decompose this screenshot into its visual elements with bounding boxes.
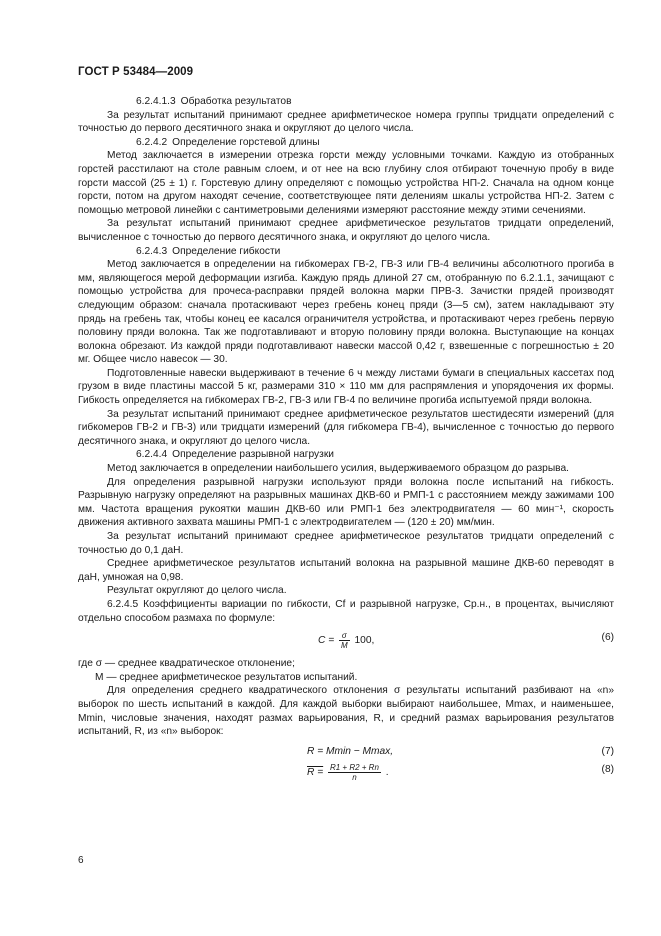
paragraph	[78, 598, 614, 625]
formula-8	[78, 763, 614, 785]
formula-number: (7)	[601, 745, 614, 757]
fraction-numerator: σ	[339, 631, 350, 641]
page-header: ГОСТ Р 53484—2009	[78, 66, 194, 78]
paragraph: Метод заключается в определении наибольшего усилия, выдерживаемого образцом до разрыва.	[107, 463, 569, 475]
paragraph: За результат испытаний принимают среднее арифметическое номера группы тридцати определений с точностью до первого десятичного знака и округляют до целого числа.	[78, 109, 614, 135]
paragraph: Результат округляют до целого числа.	[107, 585, 287, 597]
formula-fraction	[328, 763, 381, 782]
section-number: 6.2.4.4	[136, 449, 168, 461]
formula-expression: R = Mmin − Mmax,	[307, 745, 394, 757]
section-title: Определение горстевой длины	[172, 136, 320, 148]
formula-6	[78, 631, 614, 651]
section-number: 6.2.4.3	[136, 245, 168, 257]
formula-rhs: 100,	[354, 635, 375, 647]
paragraph: За результат испытаний принимают среднее арифметическое результатов тридцати определений, вычисленное с точностью до первого десятичного знака, и округляют до целого числа.	[78, 218, 614, 243]
section-heading	[78, 245, 614, 259]
section-heading	[78, 95, 614, 109]
formula-number: (8)	[601, 763, 614, 775]
paragraph: Подготовленные навески выдерживают в течение 6 ч между листами бумаги в специальных кассетах под грузом в виде пластины массой 5 кг, размерами 310 × 110 мм для распрямления и упорядочения их формы. Гибкость определяется на гибкомерах ГВ-2, ГВ-3 или ГВ-4 по величине прогиба испытуемой пряди волокна.	[78, 367, 614, 407]
paragraph-text: Коэффициенты вариации по гибкости, Cf и разрывной нагрузке, Cр.н., в процентах, вычисляют отдельно способом размаха по формуле:	[78, 598, 614, 624]
formula-expression	[307, 763, 389, 782]
formula-number: (6)	[601, 632, 614, 644]
section-title: Обработка результатов	[180, 96, 292, 107]
page-number: 6	[78, 855, 84, 866]
fraction-denominator: M	[340, 641, 348, 651]
document-body	[78, 95, 614, 789]
formula-expression	[318, 631, 374, 650]
section-number: 6.2.4.1.3	[136, 96, 176, 107]
section-number: 6.2.4.5	[107, 598, 139, 610]
where-clause: M — среднее арифметическое результатов испытаний.	[95, 671, 358, 683]
paragraph: Среднее арифметическое результатов испытаний волокна на разрывной машине ДКВ-60 переводят в даН, умножая на 0,98.	[78, 558, 614, 583]
formula-7	[78, 745, 614, 759]
fraction-denominator: n	[352, 772, 357, 782]
paragraph: Для определения среднего квадратического отклонения σ результаты испытаний разбивают на «n» выборок по шесть испытаний в каждой. Для каждой выборки выбирают наибольшее, Mmax, и наименьшее, Mmin, числовые значения, находят размах варьирования, R, и средний размах варьирования результатов испытаний, R, из «n» выборок:	[78, 685, 614, 738]
paragraph: Для определения разрывной нагрузки используют пряди волокна после испытаний на гибкость. Разрывную нагрузку определяют на разрывных машинах ДКВ-60 и РМП-1 с расстоянием между зажимами 100 мм. Частота вращения рукоятки машин ДКВ-60 или РМП-1 без электродвигателя — 60 мин⁻¹, скорость движения активного захвата машины РМП-1 с электродвигателем — (120 ± 20) мм/мин.	[78, 476, 614, 529]
section-heading	[78, 136, 614, 150]
paragraph: Метод заключается в определении на гибкомерах ГВ-2, ГВ-3 или ГВ-4 величины абсолютного прогиба в мм, являющегося мерой деформации изгиба. Каждую прядь длиной 27 см, отобранную по 6.2.1.1, зачищают с помощью устройства для прочеса-расправки прядей волокна марки ПРВ-3. Зачистки прядей производят следующим образом: сначала протаскивают через гребень конец пряди (3—5 см), затем накладывают эту прядь на гребень так, чтобы конец ее касался ограничителя устройства, и протаскивают через гребень первую половину пряди волокна. Так же подготавливают и вторую половину пряди волокна. Выступающие на концах волокна обрезают. Из каждой пряди подготавливают навески массой 0,42 г, взвешенные с погрешностью ± 20 мг. Общее число навесок — 30.	[78, 259, 614, 366]
formula-lhs: C =	[318, 635, 335, 647]
formula-rhs: .	[385, 766, 389, 778]
paragraph: За результат испытаний принимают среднее арифметическое результатов тридцати определений с точностью до 0,1 даН.	[78, 531, 614, 556]
section-title: Определение гибкости	[172, 245, 281, 257]
fraction-numerator: R1 + R2 + Rn	[329, 762, 379, 772]
paragraph: Метод заключается в измерении отрезка горсти между условными точками. Каждую из отобранных горстей расстилают на столе равным слоем, и от нее на всю глубину слоя отбирают точечную пробу в виде горсти массой (25 ± 1) г. Горстевую длину определяют с помощью устройства НП-2. Сначала на одном конце горсти, потом на другом находят сечение, соответствующее пяти делениям шкалы устройства НП-2. Затем с помощью метровой линейки с сантиметровыми делениями измеряют расстояние между этими сечениями.	[78, 150, 614, 216]
section-title: Определение разрывной нагрузки	[172, 449, 334, 461]
formula-lhs: R =	[307, 766, 324, 778]
formula-fraction	[339, 631, 350, 650]
paragraph: За результат испытаний принимают среднее арифметическое результатов шестидесяти измерений (для гибкомеров ГВ-2 и ГВ-3) или тридцати измерений (для гибкомера ГВ-4), вычисленное с точностью до первого десятичного знака, и округляют до целого числа.	[78, 408, 614, 447]
section-number: 6.2.4.2	[136, 136, 168, 148]
section-heading	[78, 448, 614, 462]
where-clause: где σ — среднее квадратическое отклонение;	[78, 658, 295, 670]
